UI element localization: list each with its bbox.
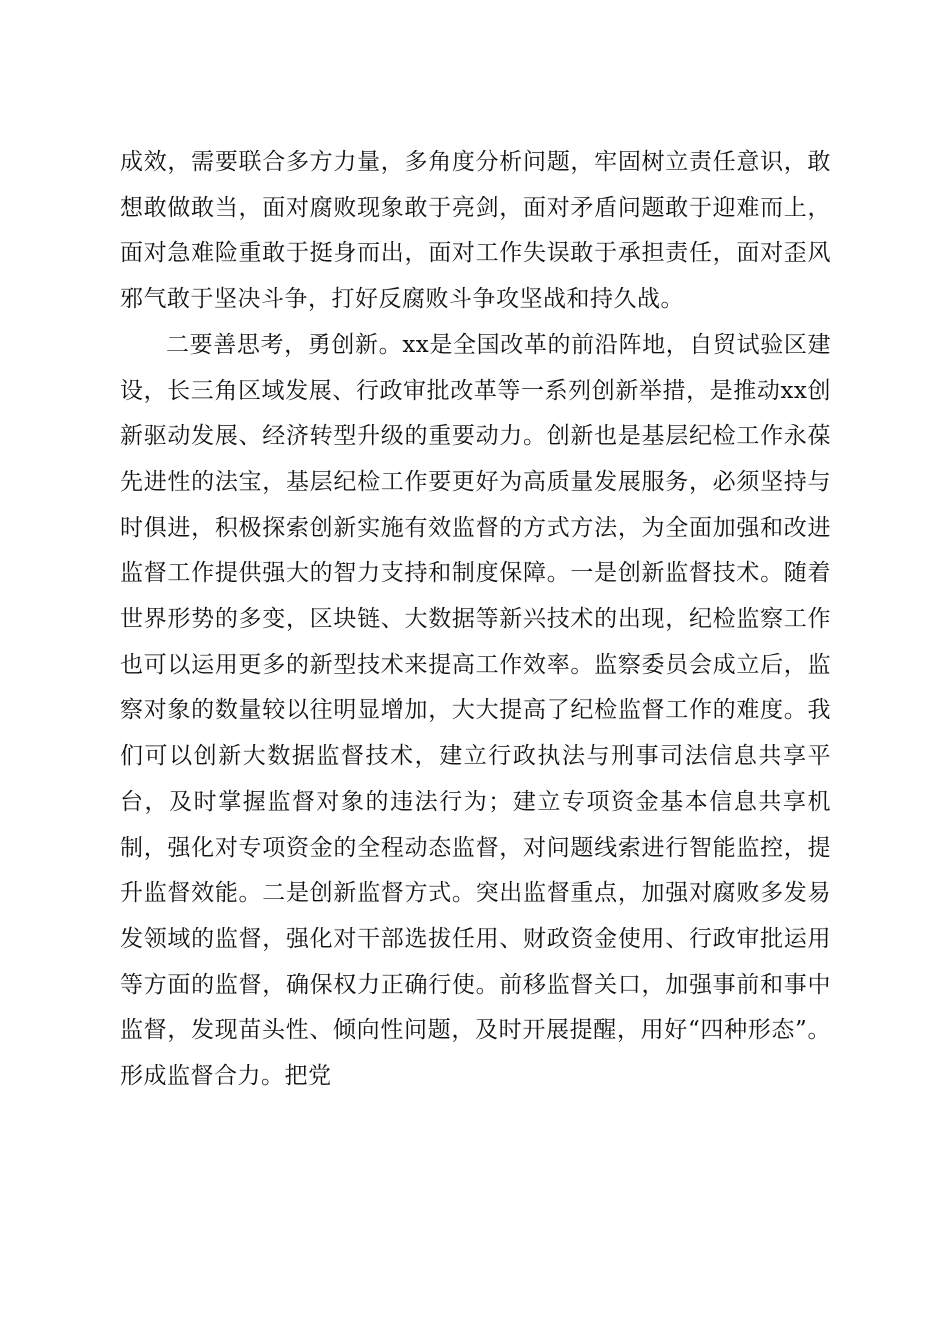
body-text [120,140,831,1100]
paragraph-2: 二要善思考，勇创新。xx是全国改革的前沿阵地，自贸试验区建设，长三角区域发展、行政审批改革等一系列创新举措，是推动xx创新驱动发展、经济转型升级的重要动力。创新也是基层纪检工作永葆先进性的法宝，基层纪检工作要更好为高质量发展服务，必须坚持与时俱进，积极探索创新实施有效监督的方式方法，为全面加强和改进监督工作提供强大的智力支持和制度保障。一是创新监督技术。随着世界形势的多变，区块链、大数据等新兴技术的出现，纪检监察工作也可以运用更多的新型技术来提高工作效率。监察委员会成立后，监察对象的数量较以往明显增加，大大提高了纪检监督工作的难度。我们可以创新大数据监督技术，建立行政执法与刑事司法信息共享平台，及时掌握监督对象的违法行为；建立专项资金基本信息共享机制，强化对专项资金的全程动态监督，对问题线索进行智能监控，提升监督效能。二是创新监督方式。突出监督重点，加强对腐败多发易发领域的监督，强化对干部选拔任用、财政资金使用、行政审批运用等方面的监督，确保权力正确行使。前移监督关口，加强事前和事中监督，发现苗头性、倾向性问题，及时开展提醒，用好“四种形态”。形成监督合力。把党 [120,331,831,1090]
paragraph-1: 成效，需要联合多方力量，多角度分析问题，牢固树立责任意识，敢想敢做敢当，面对腐败现象敢于亮剑，面对矛盾问题敢于迎难而上，面对急难险重敢于挺身而出，面对工作失误敢于承担责任，面对歪风邪气敢于坚决斗争，打好反腐败斗争攻坚战和持久战。 [120,149,831,313]
